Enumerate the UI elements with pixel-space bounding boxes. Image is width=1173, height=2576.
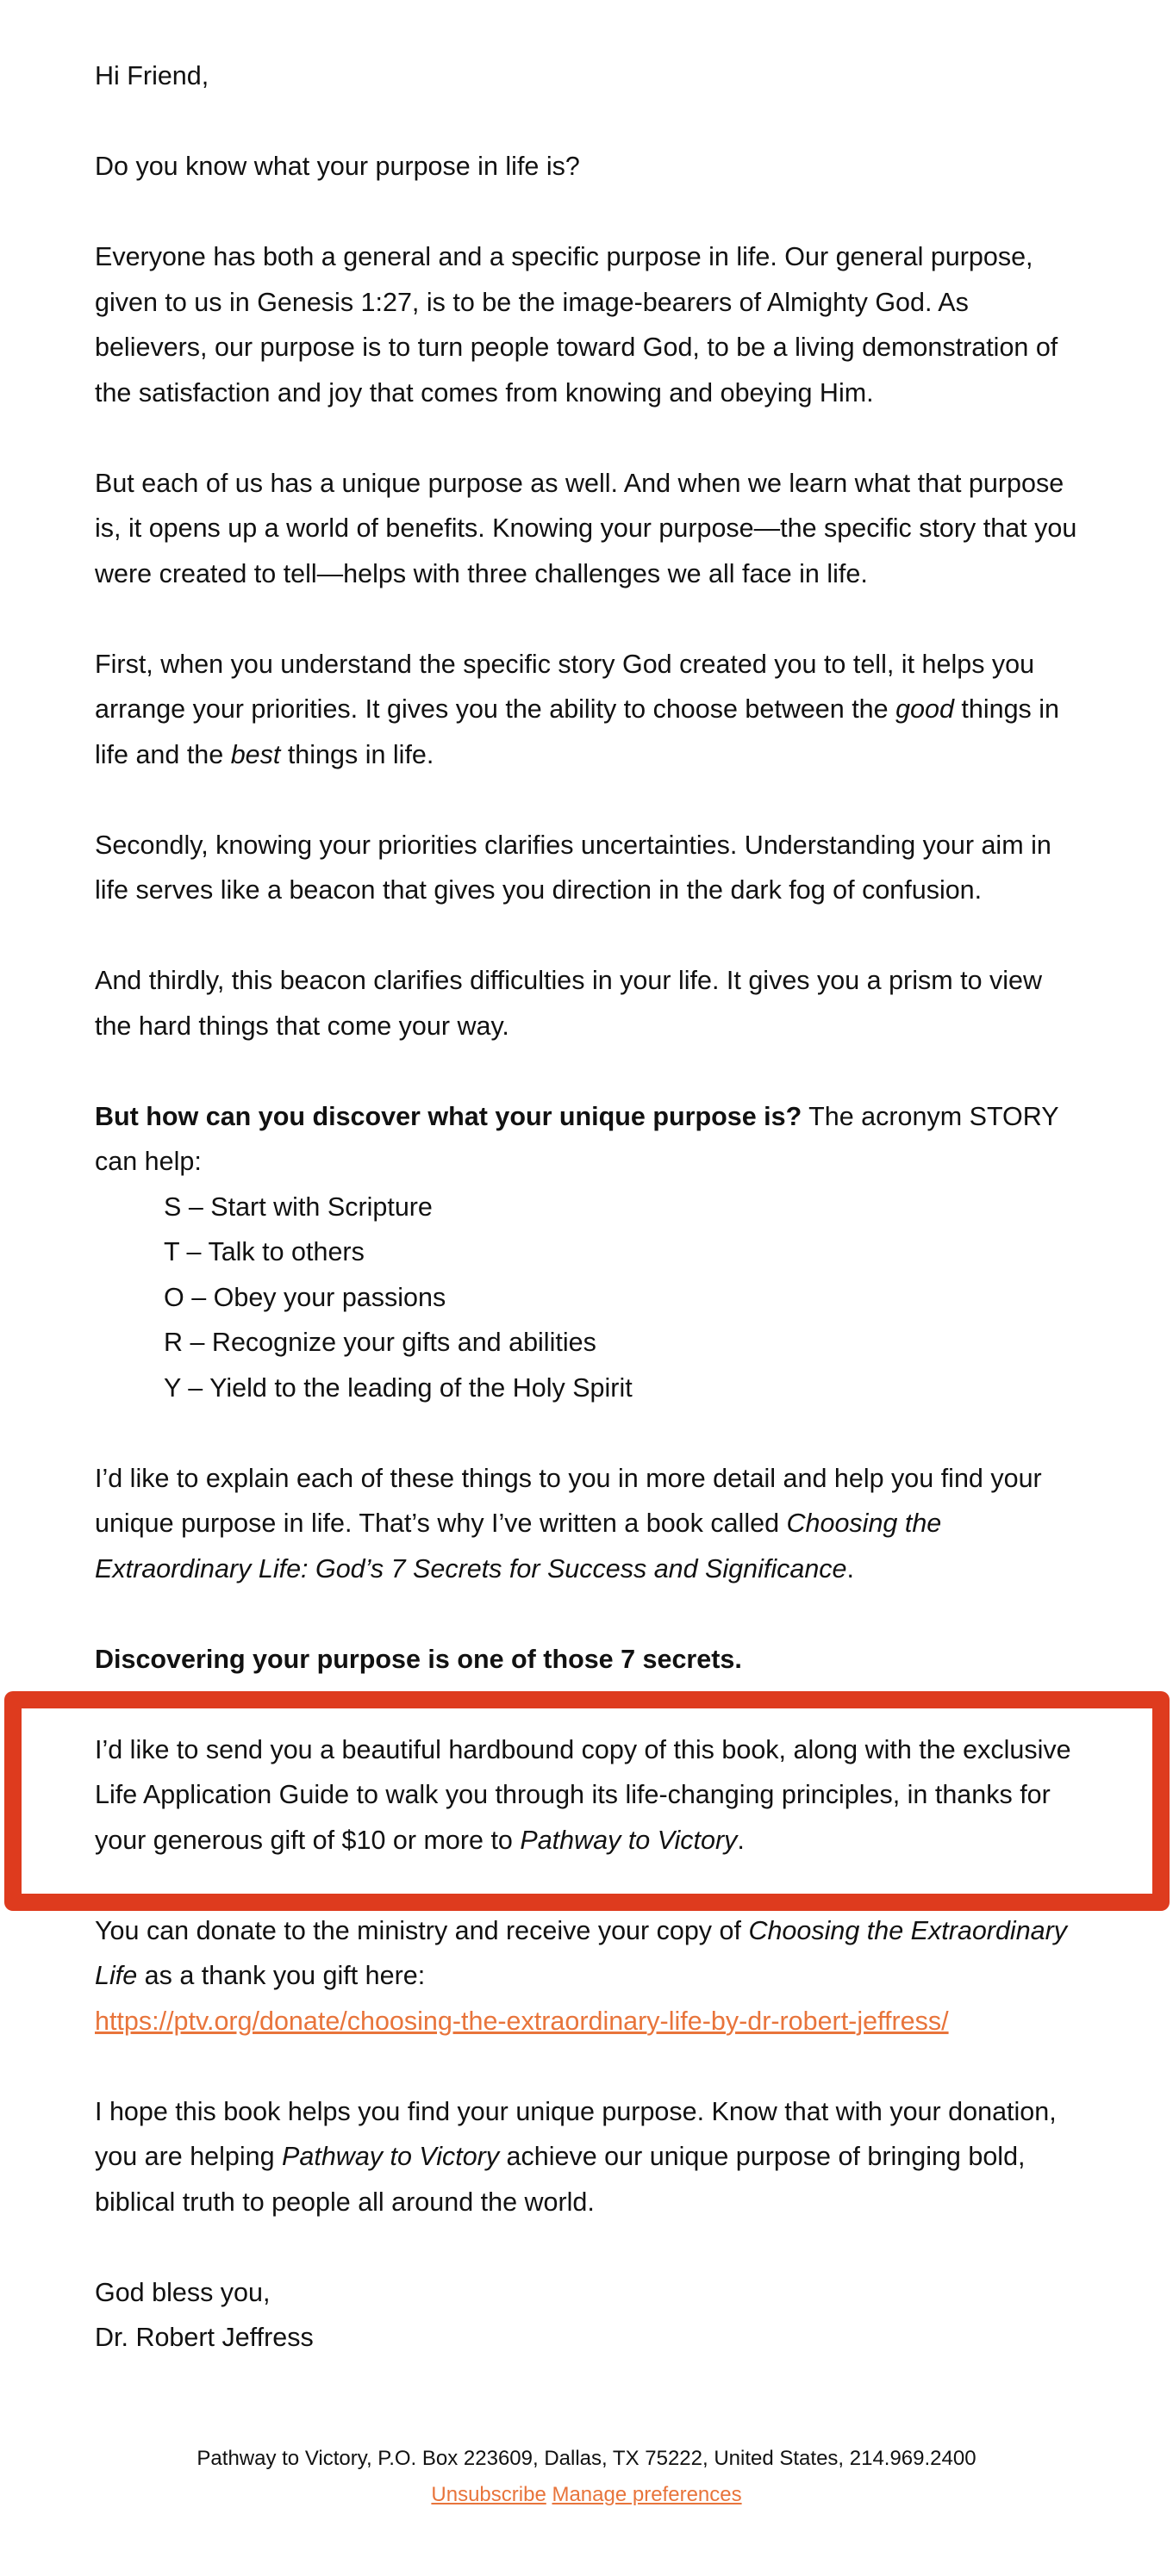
paragraph-general-purpose: Everyone has both a general and a specific purpose in life. Our general purpose, given to us in Genesis 1:27, is to be the image-bearers of Almighty God. As believers, our purpose is to turn people toward God, to be a living demonstration of the satisfaction and joy that comes from knowing and obeying Him. [95,242,1058,408]
paragraph-unique-purpose: But each of us has a unique purpose as well. And when we learn what that purpose is, it opens up a world of benefits. Knowing your purpose—the specific story that you were created to tell—helps with three challenges we all face in life. [95,468,1077,588]
unsubscribe-link[interactable]: Unsubscribe [431,2483,546,2506]
book-title-short: Choosing the Extraordinary Life [95,1915,1068,1990]
intro-question: Do you know what your purpose in life is? [95,152,580,181]
footer-address: Pathway to Victory, P.O. Box 223609, Dallas, TX 75222, United States, 214.969.2400 [197,2447,976,2470]
ministry-name: Pathway to Victory [520,1825,738,1855]
discover-question: But how can you discover what your unique purpose is? [95,1101,802,1131]
list-item: Y – Yield to the leading of the Holy Spirit [164,1372,633,1403]
paragraph-third: And thirdly, this beacon clarifies difficulties in your life. It gives you a prism to view the hard things that come your way. [95,966,1043,1041]
manage-preferences-link[interactable]: Manage preferences [552,2483,742,2506]
signoff: God bless you, [95,2277,271,2307]
book-title: Choosing the Extraordinary Life: God’s 7 Secrets for Success and Significance [95,1509,942,1584]
story-acronym-list [164,1185,1077,1411]
ministry-name: Pathway to Victory [282,2142,500,2171]
paragraph-discover: But how can you discover what your unique purpose is? The acronym STORY can help: [95,1101,1059,1176]
email-body [95,53,1077,2361]
list-item: O – Obey your passions [164,1282,446,1312]
signature: Dr. Robert Jeffress [95,2323,314,2352]
greeting: Hi Friend, [95,61,209,90]
list-item: R – Recognize your gifts and abilities [164,1328,596,1357]
paragraph-second: Secondly, knowing your priorities clarifies uncertainties. Understanding your aim in life serves like a beacon that gives you direction in the dark fog of confusion. [95,830,1051,905]
footer-links [0,2477,1173,2513]
paragraph-offer: I’d like to send you a beautiful hardbound copy of this book, along with the exclusive Life Application Guide to walk you through its life-changing principles, in thanks for your generous gift of $10 or more to Pathway to Victory. [95,1734,1071,1855]
emphasis-best: best [230,739,281,769]
donate-link[interactable]: https://ptv.org/donate/choosing-the-extraordinary-life-by-dr-robert-jeffress/ [95,2006,949,2036]
paragraph-first: First, when you understand the specific story God created you to tell, it helps you arrange your priorities. It gives you the ability to choose between the good things in life and the best things in life. [95,649,1060,769]
paragraph-book: I’d like to explain each of these things to you in more detail and help you find your unique purpose in life. That’s why I’ve written a book called Choosing the Extraordinary Life: God’s 7 Secrets for Success and Significance. [95,1463,1042,1584]
list-item: S – Start with Scripture [164,1192,433,1222]
emphasis-good: good [895,694,954,724]
paragraph-donate: You can donate to the ministry and receive your copy of Choosing the Extraordinary Life as a thank you gift here: https://ptv.org/donate/choosing-the-extraordinary-life-by-dr-robert-jeffress/ [95,1915,1068,2036]
list-item: T – Talk to others [164,1237,365,1266]
email-footer [0,2441,1173,2513]
paragraph-secret: Discovering your purpose is one of those 7 secrets. [95,1644,742,1674]
paragraph-hope: I hope this book helps you find your unique purpose. Know that with your donation, you are helping Pathway to Victory achieve our unique purpose of bringing bold, biblical truth to people all around the world. [95,2096,1057,2217]
